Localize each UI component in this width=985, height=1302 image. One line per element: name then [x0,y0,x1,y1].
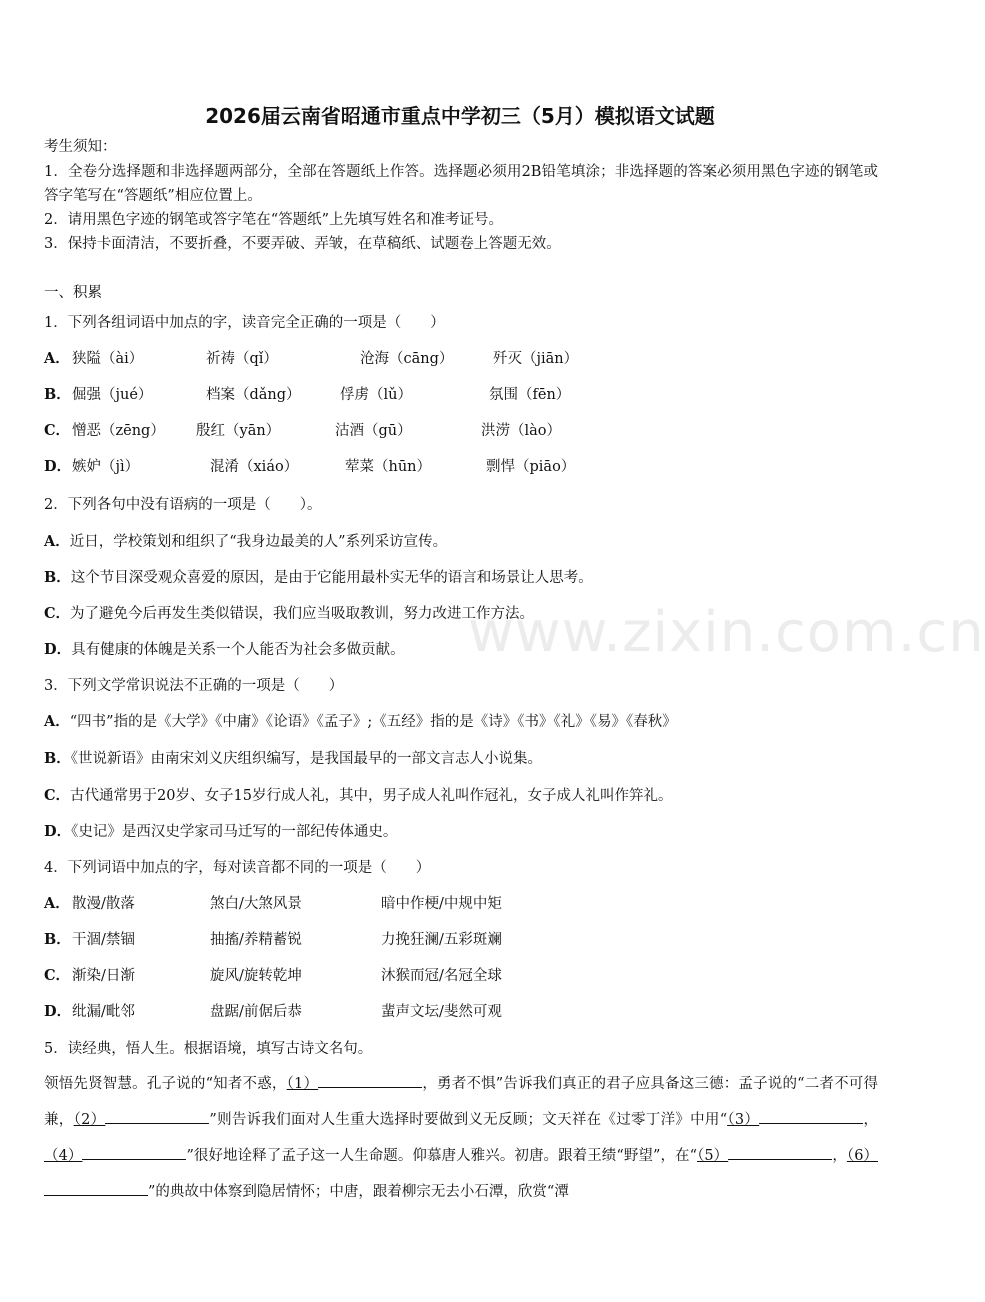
option-cell: 蜚声文坛/斐然可观 [381,1004,502,1020]
question-2-option-b [44,568,593,588]
notice-heading: 考生须知： [44,139,117,155]
section-heading: 一、积累 [44,285,102,301]
blank-label: （5） [697,1148,729,1164]
option-letter: D． [44,1003,72,1020]
option-cell: 纰漏/毗邻 [72,1004,135,1020]
question-2-stem: 2．下列各句中没有语病的一项是（ ）。 [44,497,322,513]
option-letter: A． [44,713,70,730]
option-letter: C． [44,605,71,622]
question-3-option-a [44,712,677,732]
notice-item-1: 1．全卷分选择题和非选择题两部分，全部在答题纸上作答。选择题必须用2B铅笔填涂；非选择题的答案必须用黑色字迹的钢笔或答字笔写在“答题纸”相应位置上。 [44,164,878,204]
option-letter: D． [44,458,72,475]
option-cell: 殷红（yān） [196,423,281,439]
option-cell: 歼灭（jiān） [493,351,579,367]
option-letter: C． [44,787,71,804]
option-text: 古代通常男于20岁、女子15岁行成人礼，其中，男子成人礼叫作冠礼，女子成人礼叫作笄礼。 [70,788,673,804]
passage-text: ”的典故中体察到隐居情怀；中唐，跟着柳宗无去小石潭，欣赏“潭 [148,1184,569,1200]
option-text: 为了避免今后再发生类似错误，我们应当吸取教训，努力改进工作方法。 [70,606,535,622]
option-cell: 散漫/散落 [72,896,135,912]
option-cell: 干涸/禁锢 [72,932,135,948]
option-cell: 档案（dǎng） [206,387,301,403]
option-text: 这个节目深受观众喜爱的原因，是由于它能用最朴实无华的语言和场景让人思考。 [70,570,593,586]
option-text: 近日，学校策划和组织了“我身边最美的人”系列采访宣传。 [69,534,448,550]
answer-blank[interactable] [728,1143,832,1160]
option-text: “四书”指的是《大学》《中庸》《论语》《孟子》;《五经》指的是《诗》《书》《礼》《易》《春秋》 [69,714,677,730]
passage-text: ，勇者不惧”告诉我们真正的君子应具备这三德：孟子说的“二者不可得兼， [44,1076,878,1128]
option-letter: D． [44,641,72,658]
answer-blank[interactable] [82,1143,186,1160]
blank-label: （6） [846,1148,878,1164]
passage-text: 领悟先贤智慧。孔子说的“知者不惑， [44,1076,287,1092]
question-3-option-d [44,822,397,842]
option-cell: 倔强（jué） [72,387,153,403]
option-cell: 抽搐/养精蓄锐 [210,932,302,948]
question-2-option-d [44,640,405,660]
answer-blank[interactable] [759,1107,863,1124]
question-1-stem: 1．下列各组词语中加点的字，读音完全正确的一项是（ ） [44,315,445,331]
passage-text: ”则告诉我们面对人生重大选择时要做到义无反顾；文天祥在《过零丁洋》中用“ [209,1112,728,1128]
answer-blank[interactable] [44,1179,148,1196]
option-cell: 俘虏（lǔ） [340,387,412,403]
option-letter: B． [44,931,71,948]
option-cell: 沧海（cāng） [360,351,454,367]
exam-title: 2026届云南省昭通市重点中学初三（5月）模拟语文试题 [205,104,715,128]
question-3-stem: 3．下列文学常识说法不正确的一项是（ ） [44,678,344,694]
passage-text: ， [832,1148,847,1164]
blank-label: （3） [727,1112,760,1128]
option-letter: A． [44,350,70,367]
option-cell: 旋风/旋转乾坤 [210,968,302,984]
option-cell: 力挽狂澜/五彩斑斓 [381,932,502,948]
option-cell: 混淆（xiáo） [210,459,299,475]
blank-label: （1） [286,1076,319,1092]
question-5-passage [44,1066,878,1210]
option-letter: A． [44,533,70,550]
blank-label: （2） [73,1112,106,1128]
question-3-option-b [44,749,542,769]
blank-label: （4） [44,1148,83,1164]
option-letter: B． [44,750,71,767]
option-cell: 嫉妒（jì） [72,459,140,475]
option-text: 《史记》是西汉史学家司马迁写的一部纪传体通史。 [71,824,398,840]
option-cell: 狭隘（ài） [72,351,144,367]
option-text: 具有健康的体魄是关系一个人能否为社会多做贡献。 [71,642,405,658]
option-letter: D． [44,823,72,840]
option-cell: 煞白/大煞风景 [210,896,302,912]
question-5-stem: 5．读经典，悟人生。根据语境，填写古诗文名句。 [44,1041,373,1057]
option-letter: C． [44,422,71,439]
notice-item-3: 3．保持卡面清洁，不要折叠，不要弄破、弄皱，在草稿纸、试题卷上答题无效。 [44,236,561,252]
option-cell: 沐猴而冠/名冠全球 [381,968,502,984]
option-text: 《世说新语》由南宋刘义庆组织编写，是我国最早的一部文言志人小说集。 [70,751,543,767]
option-cell: 剽悍（piāo） [486,459,576,475]
option-cell: 盘踞/前倨后恭 [210,1004,302,1020]
option-cell: 憎恶（zēng） [72,423,165,439]
answer-blank[interactable] [105,1107,209,1124]
question-2-option-c [44,604,534,624]
option-cell: 祈祷（qǐ） [206,351,278,367]
option-cell: 渐染/日渐 [72,968,135,984]
option-letter: A． [44,895,70,912]
option-cell: 氛围（fēn） [489,387,571,403]
passage-text: ， [863,1112,879,1128]
question-2-option-a [44,532,447,552]
passage-text: ”很好地诠释了孟子这一人生命题。仰慕唐人雅兴。初唐。跟着王绩“野望”，在“ [186,1148,697,1164]
notice-item-2: 2．请用黑色字迹的钢笔或答字笔在“答题纸”上先填写姓名和准考证号。 [44,212,504,228]
watermark: www.zixin.com.cn [468,600,985,665]
option-cell: 暗中作梗/中规中矩 [381,896,502,912]
option-cell: 沽酒（gū） [335,423,412,439]
option-letter: C． [44,967,71,984]
question-3-option-c [44,786,672,806]
option-cell: 洪涝（lào） [481,423,562,439]
question-4-stem: 4．下列词语中加点的字，每对读音都不同的一项是（ ） [44,860,431,876]
option-letter: B． [44,569,71,586]
option-letter: B． [44,386,71,403]
option-cell: 荤菜（hūn） [345,459,432,475]
answer-blank[interactable] [318,1071,422,1088]
